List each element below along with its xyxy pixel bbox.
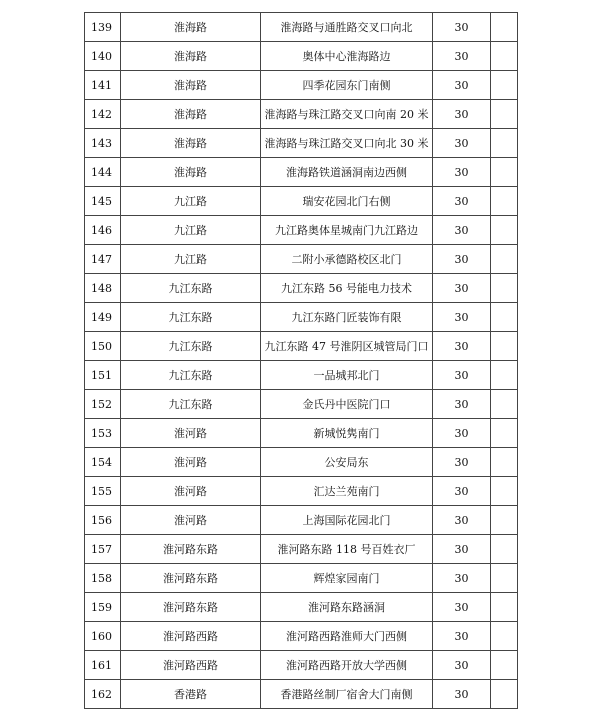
road-name-cell: 淮海路 (121, 100, 261, 129)
road-name-cell: 九江东路 (121, 303, 261, 332)
road-name-cell: 淮河路 (121, 448, 261, 477)
row-number-cell: 139 (85, 13, 121, 42)
road-name-cell: 淮海路 (121, 129, 261, 158)
location-cell: 淮海路与珠江路交叉口向南 20 米 (261, 100, 433, 129)
note-cell (491, 390, 518, 419)
row-number-cell: 144 (85, 158, 121, 187)
value-cell: 30 (433, 680, 491, 709)
row-number-cell: 146 (85, 216, 121, 245)
table-row (85, 274, 518, 303)
location-cell: 一品城邦北门 (261, 361, 433, 390)
location-cell: 金氏丹中医院门口 (261, 390, 433, 419)
table-row (85, 680, 518, 709)
table-row (85, 564, 518, 593)
location-cell: 九江东路门匠装饰有限 (261, 303, 433, 332)
table-row (85, 13, 518, 42)
note-cell (491, 361, 518, 390)
note-cell (491, 448, 518, 477)
row-number-cell: 145 (85, 187, 121, 216)
table-row (85, 506, 518, 535)
value-cell: 30 (433, 506, 491, 535)
road-name-cell: 九江路 (121, 216, 261, 245)
note-cell (491, 680, 518, 709)
value-cell: 30 (433, 332, 491, 361)
location-cell: 九江路奥体星城南门九江路边 (261, 216, 433, 245)
row-number-cell: 161 (85, 651, 121, 680)
row-number-cell: 157 (85, 535, 121, 564)
location-cell: 二附小承德路校区北门 (261, 245, 433, 274)
value-cell: 30 (433, 216, 491, 245)
table-row (85, 187, 518, 216)
location-cell: 公安局东 (261, 448, 433, 477)
value-cell: 30 (433, 651, 491, 680)
row-number-cell: 160 (85, 622, 121, 651)
road-name-cell: 九江东路 (121, 390, 261, 419)
location-cell: 辉煌家园南门 (261, 564, 433, 593)
location-cell: 淮河路东路涵洞 (261, 593, 433, 622)
table-row (85, 651, 518, 680)
road-name-cell: 淮河路西路 (121, 622, 261, 651)
row-number-cell: 162 (85, 680, 121, 709)
road-name-cell: 九江路 (121, 245, 261, 274)
row-number-cell: 141 (85, 71, 121, 100)
row-number-cell: 158 (85, 564, 121, 593)
note-cell (491, 506, 518, 535)
value-cell: 30 (433, 245, 491, 274)
table-row (85, 419, 518, 448)
location-cell: 四季花园东门南侧 (261, 71, 433, 100)
road-name-cell: 淮河路西路 (121, 651, 261, 680)
road-name-cell: 香港路 (121, 680, 261, 709)
table-row (85, 477, 518, 506)
road-name-cell: 淮海路 (121, 71, 261, 100)
value-cell: 30 (433, 100, 491, 129)
road-name-cell: 九江东路 (121, 274, 261, 303)
row-number-cell: 142 (85, 100, 121, 129)
table-row (85, 129, 518, 158)
row-number-cell: 148 (85, 274, 121, 303)
note-cell (491, 100, 518, 129)
table-row (85, 303, 518, 332)
location-cell: 奥体中心淮海路边 (261, 42, 433, 71)
row-number-cell: 156 (85, 506, 121, 535)
note-cell (491, 332, 518, 361)
road-name-cell: 淮河路东路 (121, 593, 261, 622)
location-cell: 新城悦隽南门 (261, 419, 433, 448)
note-cell (491, 477, 518, 506)
note-cell (491, 303, 518, 332)
road-name-cell: 淮海路 (121, 158, 261, 187)
table-row (85, 100, 518, 129)
value-cell: 30 (433, 158, 491, 187)
note-cell (491, 535, 518, 564)
road-name-cell: 九江路 (121, 187, 261, 216)
row-number-cell: 159 (85, 593, 121, 622)
note-cell (491, 187, 518, 216)
location-cell: 汇达兰苑南门 (261, 477, 433, 506)
road-name-cell: 淮河路东路 (121, 564, 261, 593)
value-cell: 30 (433, 622, 491, 651)
value-cell: 30 (433, 71, 491, 100)
note-cell (491, 651, 518, 680)
value-cell: 30 (433, 42, 491, 71)
row-number-cell: 154 (85, 448, 121, 477)
table-row (85, 535, 518, 564)
value-cell: 30 (433, 477, 491, 506)
table-row (85, 448, 518, 477)
location-cell: 九江东路 47 号淮阴区城管局门口 (261, 332, 433, 361)
road-name-cell: 淮河路 (121, 506, 261, 535)
value-cell: 30 (433, 274, 491, 303)
location-cell: 淮河路西路淮师大门西侧 (261, 622, 433, 651)
value-cell: 30 (433, 535, 491, 564)
value-cell: 30 (433, 593, 491, 622)
value-cell: 30 (433, 564, 491, 593)
location-table (84, 12, 518, 709)
location-cell: 上海国际花园北门 (261, 506, 433, 535)
location-cell: 淮海路与珠江路交叉口向北 30 米 (261, 129, 433, 158)
location-cell: 淮河路东路 118 号百姓衣厂 (261, 535, 433, 564)
road-name-cell: 淮海路 (121, 13, 261, 42)
table-row (85, 390, 518, 419)
row-number-cell: 143 (85, 129, 121, 158)
row-number-cell: 140 (85, 42, 121, 71)
road-name-cell: 淮河路东路 (121, 535, 261, 564)
note-cell (491, 622, 518, 651)
location-cell: 淮河路西路开放大学西侧 (261, 651, 433, 680)
location-cell: 淮海路与通胜路交叉口向北 (261, 13, 433, 42)
table-row (85, 42, 518, 71)
row-number-cell: 147 (85, 245, 121, 274)
row-number-cell: 151 (85, 361, 121, 390)
table-body (85, 13, 518, 709)
road-name-cell: 淮河路 (121, 419, 261, 448)
row-number-cell: 155 (85, 477, 121, 506)
value-cell: 30 (433, 390, 491, 419)
value-cell: 30 (433, 13, 491, 42)
note-cell (491, 13, 518, 42)
row-number-cell: 149 (85, 303, 121, 332)
table-row (85, 593, 518, 622)
table-row (85, 245, 518, 274)
note-cell (491, 129, 518, 158)
value-cell: 30 (433, 419, 491, 448)
location-cell: 九江东路 56 号能电力技术 (261, 274, 433, 303)
table-row (85, 332, 518, 361)
note-cell (491, 216, 518, 245)
note-cell (491, 245, 518, 274)
value-cell: 30 (433, 129, 491, 158)
note-cell (491, 274, 518, 303)
road-name-cell: 淮海路 (121, 42, 261, 71)
row-number-cell: 153 (85, 419, 121, 448)
note-cell (491, 564, 518, 593)
table-row (85, 158, 518, 187)
note-cell (491, 593, 518, 622)
table-row (85, 622, 518, 651)
table-row (85, 71, 518, 100)
table-row (85, 361, 518, 390)
road-name-cell: 淮河路 (121, 477, 261, 506)
value-cell: 30 (433, 361, 491, 390)
note-cell (491, 158, 518, 187)
note-cell (491, 42, 518, 71)
value-cell: 30 (433, 187, 491, 216)
road-name-cell: 九江东路 (121, 361, 261, 390)
note-cell (491, 419, 518, 448)
row-number-cell: 150 (85, 332, 121, 361)
location-cell: 香港路丝制厂宿舍大门南侧 (261, 680, 433, 709)
table-row (85, 216, 518, 245)
value-cell: 30 (433, 303, 491, 332)
road-name-cell: 九江东路 (121, 332, 261, 361)
location-cell: 瑞安花园北门右侧 (261, 187, 433, 216)
row-number-cell: 152 (85, 390, 121, 419)
value-cell: 30 (433, 448, 491, 477)
location-cell: 淮海路铁道涵洞南边西侧 (261, 158, 433, 187)
note-cell (491, 71, 518, 100)
